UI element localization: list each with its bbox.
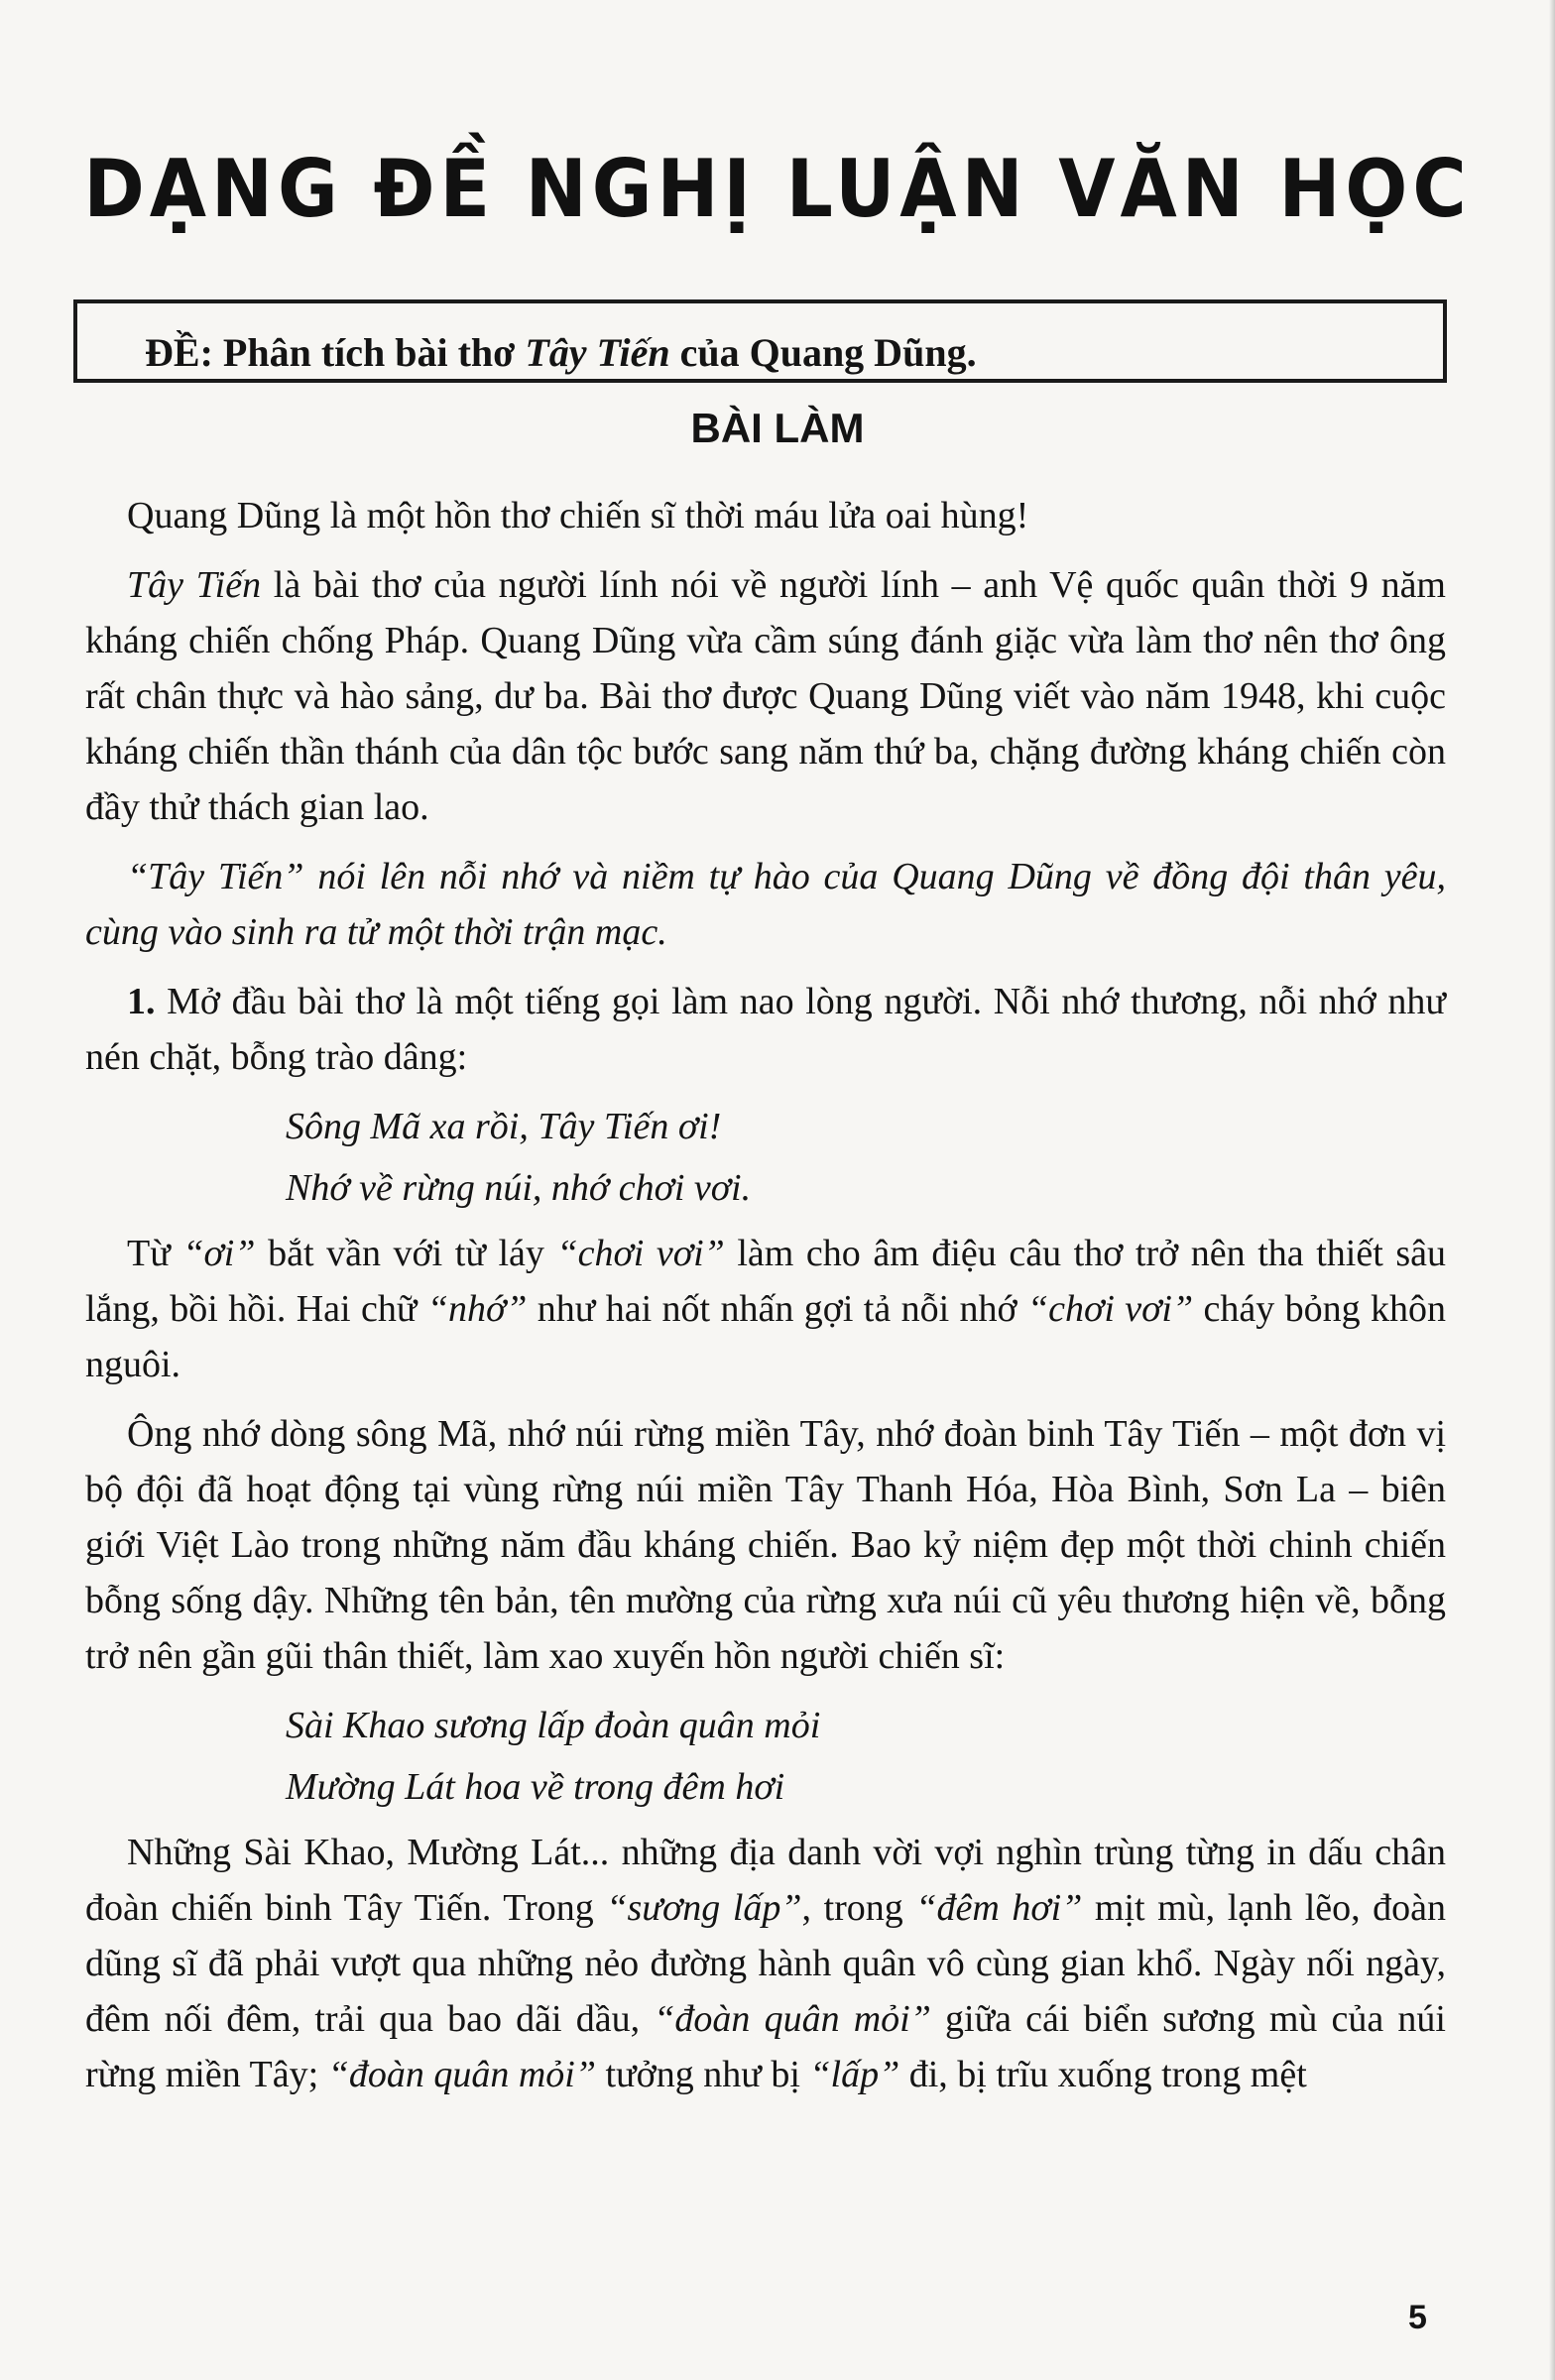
quoted-word: “đoàn quân mỏi” [654,1998,931,2040]
chapter-heading: DẠNG ĐỀ NGHỊ LUẬN VĂN HỌC [83,143,1472,236]
quoted-word: “chơi vơi” [556,1233,725,1274]
quoted-word: “sương lấp” [606,1887,802,1929]
quoted-word: “ơi” [182,1233,256,1274]
quoted-word: “đêm hơi” [915,1887,1083,1929]
verse-block-2 [85,1698,1446,1815]
text-run: mịt mù, lạnh lẽo, đoàn dũng sĩ đã phải vượt qua những nẻo đường hành quân vô cùng gian khổ. Ngày nối ngày, đêm nối đêm, trải qua bao dãi dầu, [85,1887,1447,2040]
text-run: giữa cái biển sương mù của núi rừng miền Tây; [85,1998,1446,2095]
text-run: làm cho âm điệu câu thơ trở nên tha thiết sâu lắng, bồi hồi. Hai chữ [85,1233,1446,1330]
text-run: Những Sài Khao, Mường Lát... những địa danh vời vợi nghìn trùng từng in dấu chân đoàn chiến binh Tây Tiến. Trong [85,1832,1446,1929]
verse-block-1 [85,1099,1446,1216]
section-number: 1. [127,981,156,1022]
text-run: như hai nốt nhấn gợi tả nỗi nhớ [537,1288,1017,1330]
topic-after: của Quang Dũng. [679,330,977,375]
verse-line: Nhớ về rừng núi, nhớ chơi vơi. [286,1167,752,1209]
text-run: cháy bỏng khôn nguôi. [85,1288,1447,1385]
paragraph-4-text: Mở đầu bài thơ là một tiếng gọi làm nao lòng người. Nỗi nhớ thương, nỗi nhớ như nén chặt, bỗng trào dâng: [85,981,1447,1078]
work-title: Tây Tiến [127,564,262,606]
quoted-word: “đoàn quân mỏi” [327,2054,596,2095]
essay-subtitle: BÀI LÀM [690,405,865,451]
topic-work-title: Tây Tiến [525,330,670,375]
text-run: tưởng như bị [605,2054,800,2095]
quoted-word: “chơi vơi” [1027,1288,1194,1330]
quoted-word: “nhớ” [426,1288,528,1330]
essay-body [85,488,1446,2116]
text-run: Từ [127,1233,171,1274]
text-run: đi, bị trĩu xuống trong mệt [908,2054,1307,2095]
topic-box [73,299,1447,383]
page-number: 5 [1408,2299,1427,2336]
quoted-word: “lấp” [809,2054,900,2095]
verse-line: Sông Mã xa rồi, Tây Tiến ơi! [286,1106,722,1147]
text-run: bắt vần với từ láy [268,1233,544,1274]
paragraph-6: Ông nhớ dòng sông Mã, nhớ núi rừng miền Tây, nhớ đoàn binh Tây Tiến – một đơn vị bộ đội đã hoạt động tại vùng rừng núi miền Tây Thanh Hóa, Hòa Bình, Sơn La – biên giới Việt Lào trong những năm đầu kháng chiến. Bao kỷ niệm đẹp một thời chinh chiến bỗng sống dậy. Những tên bản, tên mường của rừng xưa núi cũ yêu thương hiện về, bỗng trở nên gần gũi thân thiết, làm xao xuyến hồn người chiến sĩ: [85,1413,1446,1677]
verse-line: Sài Khao sương lấp đoàn quân mỏi [286,1705,821,1746]
paragraph-1: Quang Dũng là một hồn thơ chiến sĩ thời máu lửa oai hùng! [127,495,1029,536]
paragraph-7 [85,1825,1446,2102]
topic-before: Phân tích bài thơ [222,330,516,375]
paragraph-4 [85,974,1446,1085]
topic-text [145,329,977,376]
text-run: , trong [801,1887,903,1929]
page-edge-shadow [1549,0,1555,2380]
paragraph-2-text: là bài thơ của người lính nói về người lính – anh Vệ quốc quân thời 9 năm kháng chiến chống Pháp. Quang Dũng vừa cầm súng đánh giặc vừa làm thơ nên thơ ông rất chân thực và hào sảng, dư ba. Bài thơ được Quang Dũng viết vào năm 1948, khi cuộc kháng chiến thần thánh của dân tộc bước sang năm thứ ba, chặng đường kháng chiến còn đầy thử thách gian lao. [85,564,1446,828]
paragraph-3 [85,849,1446,960]
topic-label: ĐỀ: [145,330,213,375]
paragraph-3-text: “Tây Tiến” nói lên nỗi nhớ và niềm tự hào của Quang Dũng về đồng đội thân yêu, cùng vào sinh ra tử một thời trận mạc. [85,856,1446,953]
paragraph-2 [85,557,1446,835]
paragraph-5 [85,1226,1446,1392]
verse-line: Mường Lát hoa về trong đêm hơi [286,1766,785,1808]
